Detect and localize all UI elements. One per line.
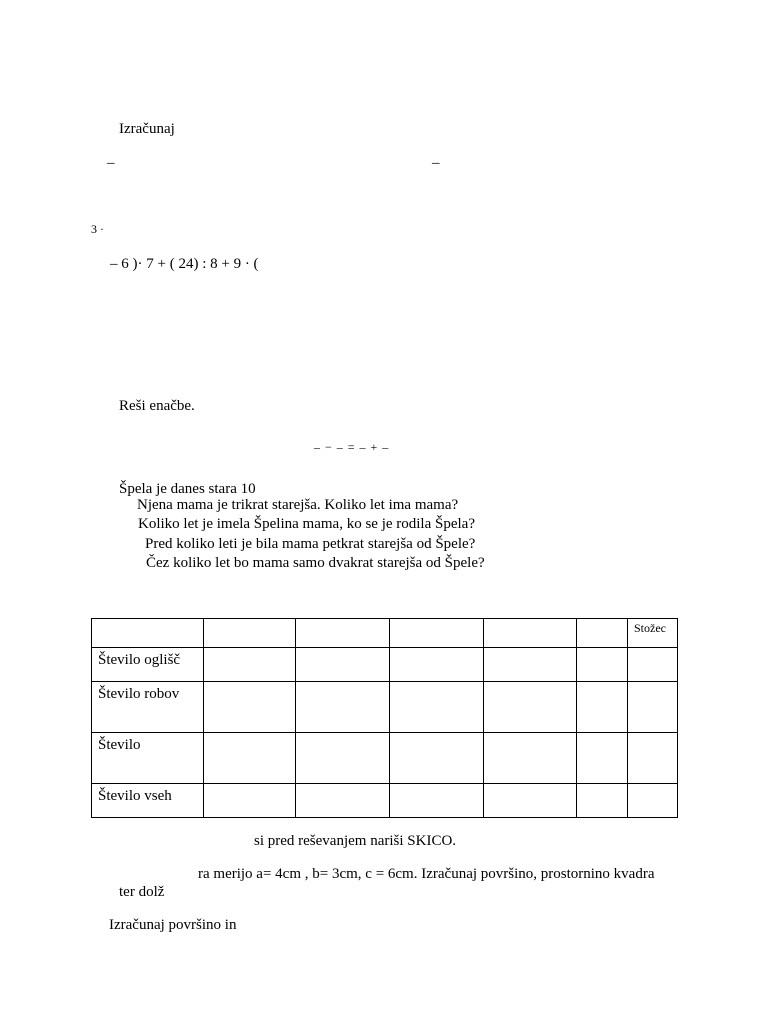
table-cell	[204, 733, 296, 784]
word-problem-intro: Špela je danes stara 10	[119, 481, 256, 497]
heading-resi-enacbe: Reši enačbe.	[119, 398, 195, 414]
heading-izracunaj: Izračunaj	[119, 121, 175, 137]
table-header-cell	[484, 619, 577, 648]
table-cell	[577, 784, 628, 818]
table-header-cell	[296, 619, 390, 648]
table-header-cell	[577, 619, 628, 648]
question-2: Koliko let je imela Špelina mama, ko se je rodila Špela?	[138, 516, 475, 532]
table-cell	[484, 733, 577, 784]
fraction-bar-left: –	[107, 155, 115, 171]
table-cell	[628, 648, 678, 682]
table-cell	[577, 682, 628, 733]
question-1: Njena mama je trikrat starejša. Koliko let ima mama?	[137, 497, 459, 513]
row-label: Število vseh	[98, 788, 172, 804]
row-label: Število robov	[98, 686, 180, 702]
table-cell	[390, 648, 484, 682]
row-label-cell	[92, 784, 204, 818]
table-row	[92, 784, 678, 818]
row-label-cell	[92, 733, 204, 784]
equation-line: – − – = – + –	[314, 440, 390, 454]
header-stozec: Stožec	[634, 621, 666, 635]
table-cell	[484, 784, 577, 818]
table-cell	[296, 682, 390, 733]
table-header-row	[92, 619, 678, 648]
question-4: Čez koliko let bo mama samo dvakrat starejša od Špele?	[146, 555, 485, 571]
row-label: Število oglišč	[98, 652, 181, 668]
table-cell	[390, 784, 484, 818]
sketch-note: si pred reševanjem nariši SKICO.	[254, 833, 457, 849]
table-header-cell	[204, 619, 296, 648]
table-cell	[484, 682, 577, 733]
table-cell	[296, 784, 390, 818]
table-cell	[296, 648, 390, 682]
table-cell	[577, 733, 628, 784]
math-expression: – 6 )· 7 + ( 24) : 8 + 9 · (	[110, 256, 259, 272]
table-row	[92, 682, 678, 733]
row-label: Število	[98, 737, 141, 753]
solids-table	[91, 618, 678, 818]
row-label-cell	[92, 648, 204, 682]
table-cell	[204, 682, 296, 733]
table-cell	[577, 648, 628, 682]
table-row	[92, 733, 678, 784]
table-cell	[204, 648, 296, 682]
table-header-cell	[92, 619, 204, 648]
table-cell	[628, 733, 678, 784]
cuboid-task-continued: ter dolž	[119, 884, 165, 900]
table-header-cell	[390, 619, 484, 648]
table-cell	[204, 784, 296, 818]
table-cell	[390, 733, 484, 784]
table-cell	[296, 733, 390, 784]
table-row	[92, 648, 678, 682]
row-label-cell	[92, 682, 204, 733]
fraction-bar-right: –	[432, 155, 440, 171]
cuboid-task: ra merijo a= 4cm , b= 3cm, c = 6cm. Izračunaj površino, prostornino kvadra	[198, 866, 655, 882]
table-cell	[628, 682, 678, 733]
table-cell	[628, 784, 678, 818]
task-number: 3 ·	[91, 222, 104, 236]
last-task: Izračunaj površino in	[109, 917, 237, 933]
table-header-cell	[628, 619, 678, 648]
table-cell	[390, 682, 484, 733]
table-cell	[484, 648, 577, 682]
question-3: Pred koliko leti je bila mama petkrat starejša od Špele?	[145, 536, 476, 552]
